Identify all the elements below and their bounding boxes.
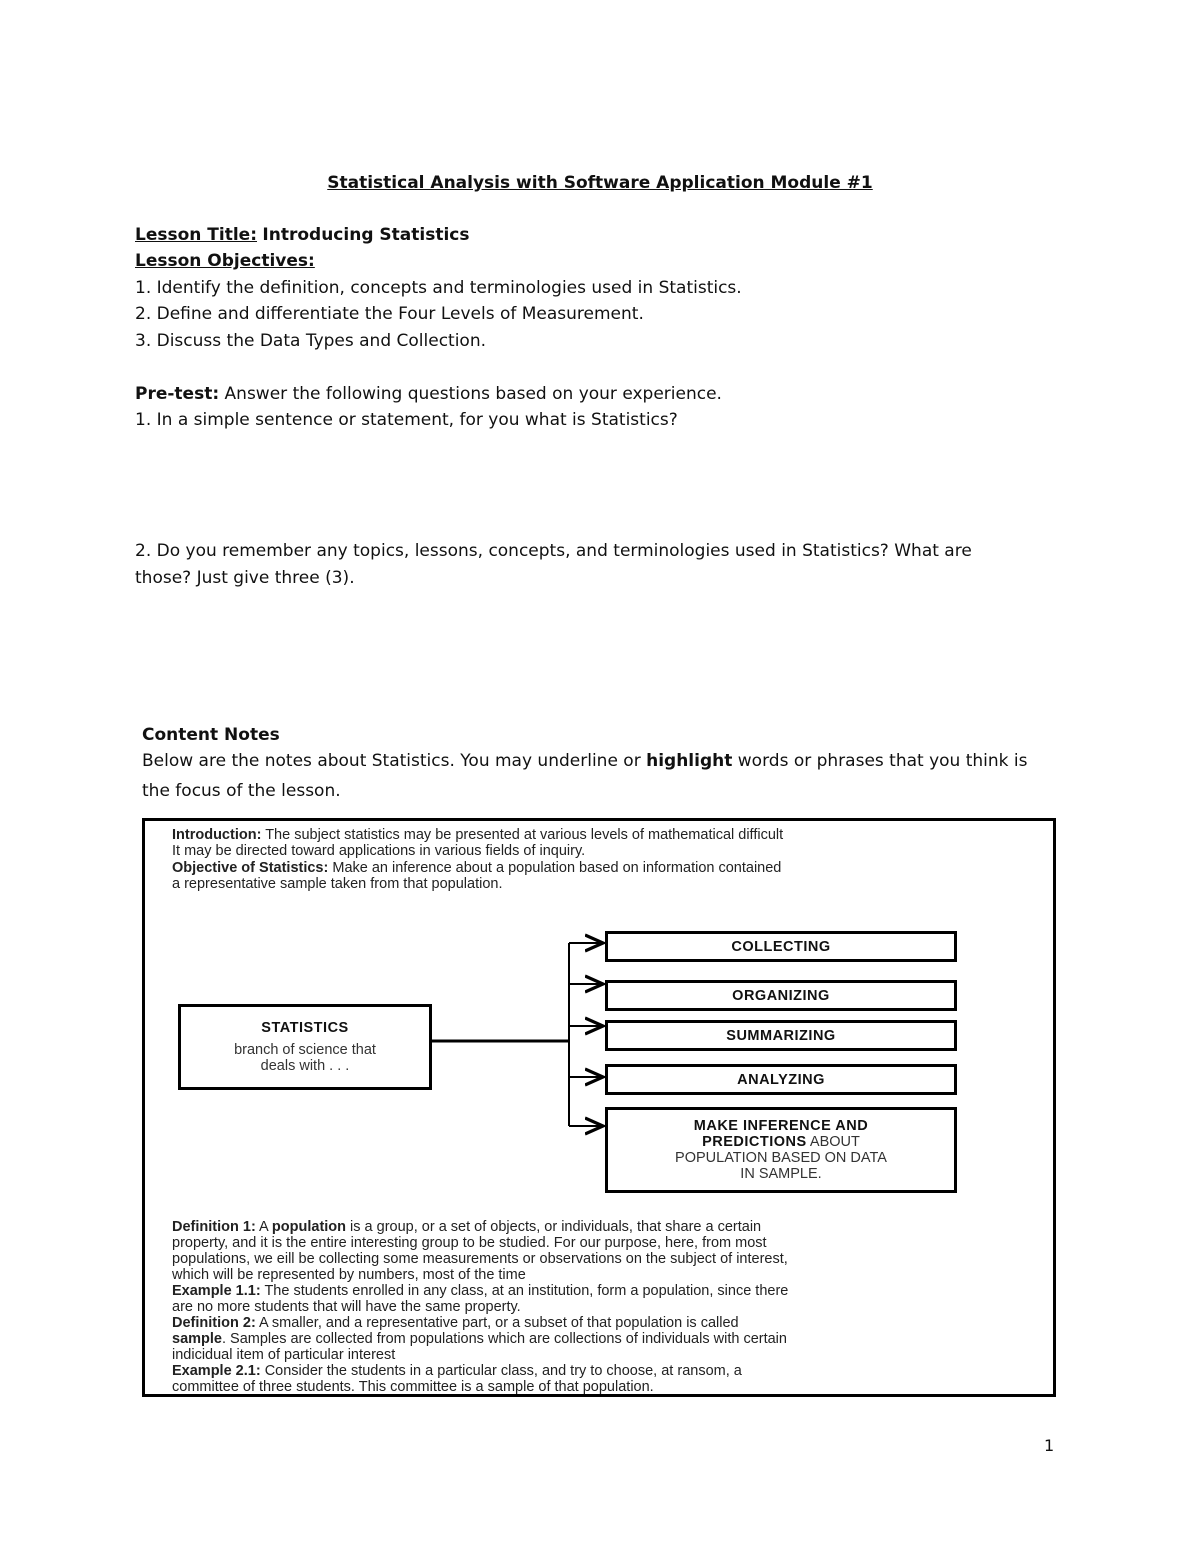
example-2-1-line2: committee of three students. This committee is a sample of that population. bbox=[172, 1379, 654, 1395]
definition-2-line2 bbox=[172, 1331, 787, 1347]
definition-1-label: Definition 1: bbox=[172, 1219, 256, 1235]
analyzing-box bbox=[605, 1064, 957, 1095]
definition-1-text: is a group, or a set of objects, or individuals, that share a certain bbox=[346, 1219, 762, 1235]
objective-label: Objective of Statistics: bbox=[172, 860, 329, 876]
content-notes-text: Below are the notes about Statistics. You may underline or bbox=[142, 751, 647, 771]
content-notes-line2: the focus of the lesson. bbox=[142, 781, 341, 801]
summarizing-box bbox=[605, 1020, 957, 1051]
statistics-box-sub1: branch of science that bbox=[234, 1042, 376, 1058]
figure-intro-line2: It may be directed toward applications in various fields of inquiry. bbox=[172, 843, 586, 859]
document-title: Statistical Analysis with Software Application Module #1 bbox=[327, 173, 873, 193]
intro-label: Introduction: bbox=[172, 827, 262, 843]
definition-1-line4: which will be represented by numbers, most of the time bbox=[172, 1267, 526, 1283]
objective-item: 2. Define and differentiate the Four Levels of Measurement. bbox=[135, 304, 644, 324]
inference-line3: POPULATION BASED ON DATA bbox=[675, 1150, 887, 1166]
pretest-question-1: 1. In a simple sentence or statement, for you what is Statistics? bbox=[135, 410, 678, 430]
definition-1-line2: property, and it is the entire interesting group to be studied. For our purpose, here, from most bbox=[172, 1235, 767, 1251]
lesson-objectives-label: Lesson Objectives: bbox=[135, 251, 315, 271]
pretest-instruction: Answer the following questions based on your experience. bbox=[224, 384, 722, 404]
lesson-title-label: Lesson Title: bbox=[135, 225, 258, 245]
page-number: 1 bbox=[1044, 1436, 1055, 1455]
statistics-figure bbox=[142, 818, 1056, 1397]
example-1-1-text: The students enrolled in any class, at an institution, form a population, since there bbox=[260, 1283, 789, 1299]
inference-line2 bbox=[702, 1134, 860, 1150]
content-notes-heading: Content Notes bbox=[142, 725, 280, 745]
inference-line4: IN SAMPLE. bbox=[740, 1166, 822, 1182]
definition-1-pre: A bbox=[255, 1219, 272, 1235]
collecting-label: COLLECTING bbox=[731, 938, 831, 955]
organizing-box bbox=[605, 980, 957, 1011]
example-1-1-line2: are no more students that will have the same property. bbox=[172, 1299, 521, 1315]
intro-text: The subject statistics may be presented at various levels of mathematical difficult bbox=[265, 827, 784, 843]
pretest-label: Pre-test: bbox=[135, 384, 220, 404]
definition-1-line3: populations, we eill be collecting some measurements or observations on the subject of interest, bbox=[172, 1251, 788, 1267]
definition-2-line3: indicidual item of particular interest bbox=[172, 1347, 396, 1363]
organizing-label: ORGANIZING bbox=[732, 987, 830, 1004]
content-notes-line1 bbox=[142, 748, 1028, 774]
collecting-box bbox=[605, 931, 957, 962]
definition-2-line1 bbox=[172, 1315, 739, 1331]
example-1-1-label: Example 1.1: bbox=[172, 1283, 261, 1299]
pretest-instruction-line bbox=[135, 381, 722, 407]
pretest-question-2-line1: 2. Do you remember any topics, lessons, concepts, and terminologies used in Statistics? What are bbox=[135, 541, 972, 561]
inference-line1: MAKE INFERENCE AND bbox=[693, 1118, 869, 1134]
example-1-1-line1 bbox=[172, 1283, 788, 1299]
lesson-title-line bbox=[135, 222, 469, 248]
definition-2-text: A smaller, and a representative part, or a subset of that population is called bbox=[255, 1315, 739, 1331]
objective-item: 3. Discuss the Data Types and Collection. bbox=[135, 331, 487, 351]
definition-2-label: Definition 2: bbox=[172, 1315, 256, 1331]
summarizing-label: SUMMARIZING bbox=[726, 1027, 836, 1044]
lesson-title-value: Introducing Statistics bbox=[262, 225, 470, 245]
inference-about: ABOUT bbox=[806, 1134, 860, 1150]
sample-term: sample bbox=[172, 1331, 222, 1347]
population-term: population bbox=[271, 1219, 347, 1235]
figure-objective-line2: a representative sample taken from that population. bbox=[172, 876, 503, 892]
pretest-question-2-line2: those? Just give three (3). bbox=[135, 568, 355, 588]
objective-item: 1. Identify the definition, concepts and terminologies used in Statistics. bbox=[135, 278, 742, 298]
objective-text: Make an inference about a population based on information contained bbox=[332, 860, 782, 876]
definition-2-line2-text: . Samples are collected from populations which are collections of individuals with certain bbox=[221, 1331, 787, 1347]
statistics-box bbox=[178, 1004, 432, 1090]
highlight-word: highlight bbox=[646, 751, 733, 771]
analyzing-label: ANALYZING bbox=[737, 1071, 825, 1088]
statistics-box-sub2: deals with . . . bbox=[260, 1058, 350, 1074]
example-2-1-text: Consider the students in a particular class, and try to choose, at ransom, a bbox=[260, 1363, 742, 1379]
statistics-box-title: STATISTICS bbox=[261, 1020, 349, 1036]
example-2-1-label: Example 2.1: bbox=[172, 1363, 261, 1379]
example-2-1-line1 bbox=[172, 1363, 742, 1379]
definition-1-line1 bbox=[172, 1219, 761, 1235]
inference-predictions: PREDICTIONS bbox=[702, 1134, 807, 1150]
inference-box bbox=[605, 1107, 957, 1193]
content-notes-text: words or phrases that you think is bbox=[732, 751, 1028, 771]
